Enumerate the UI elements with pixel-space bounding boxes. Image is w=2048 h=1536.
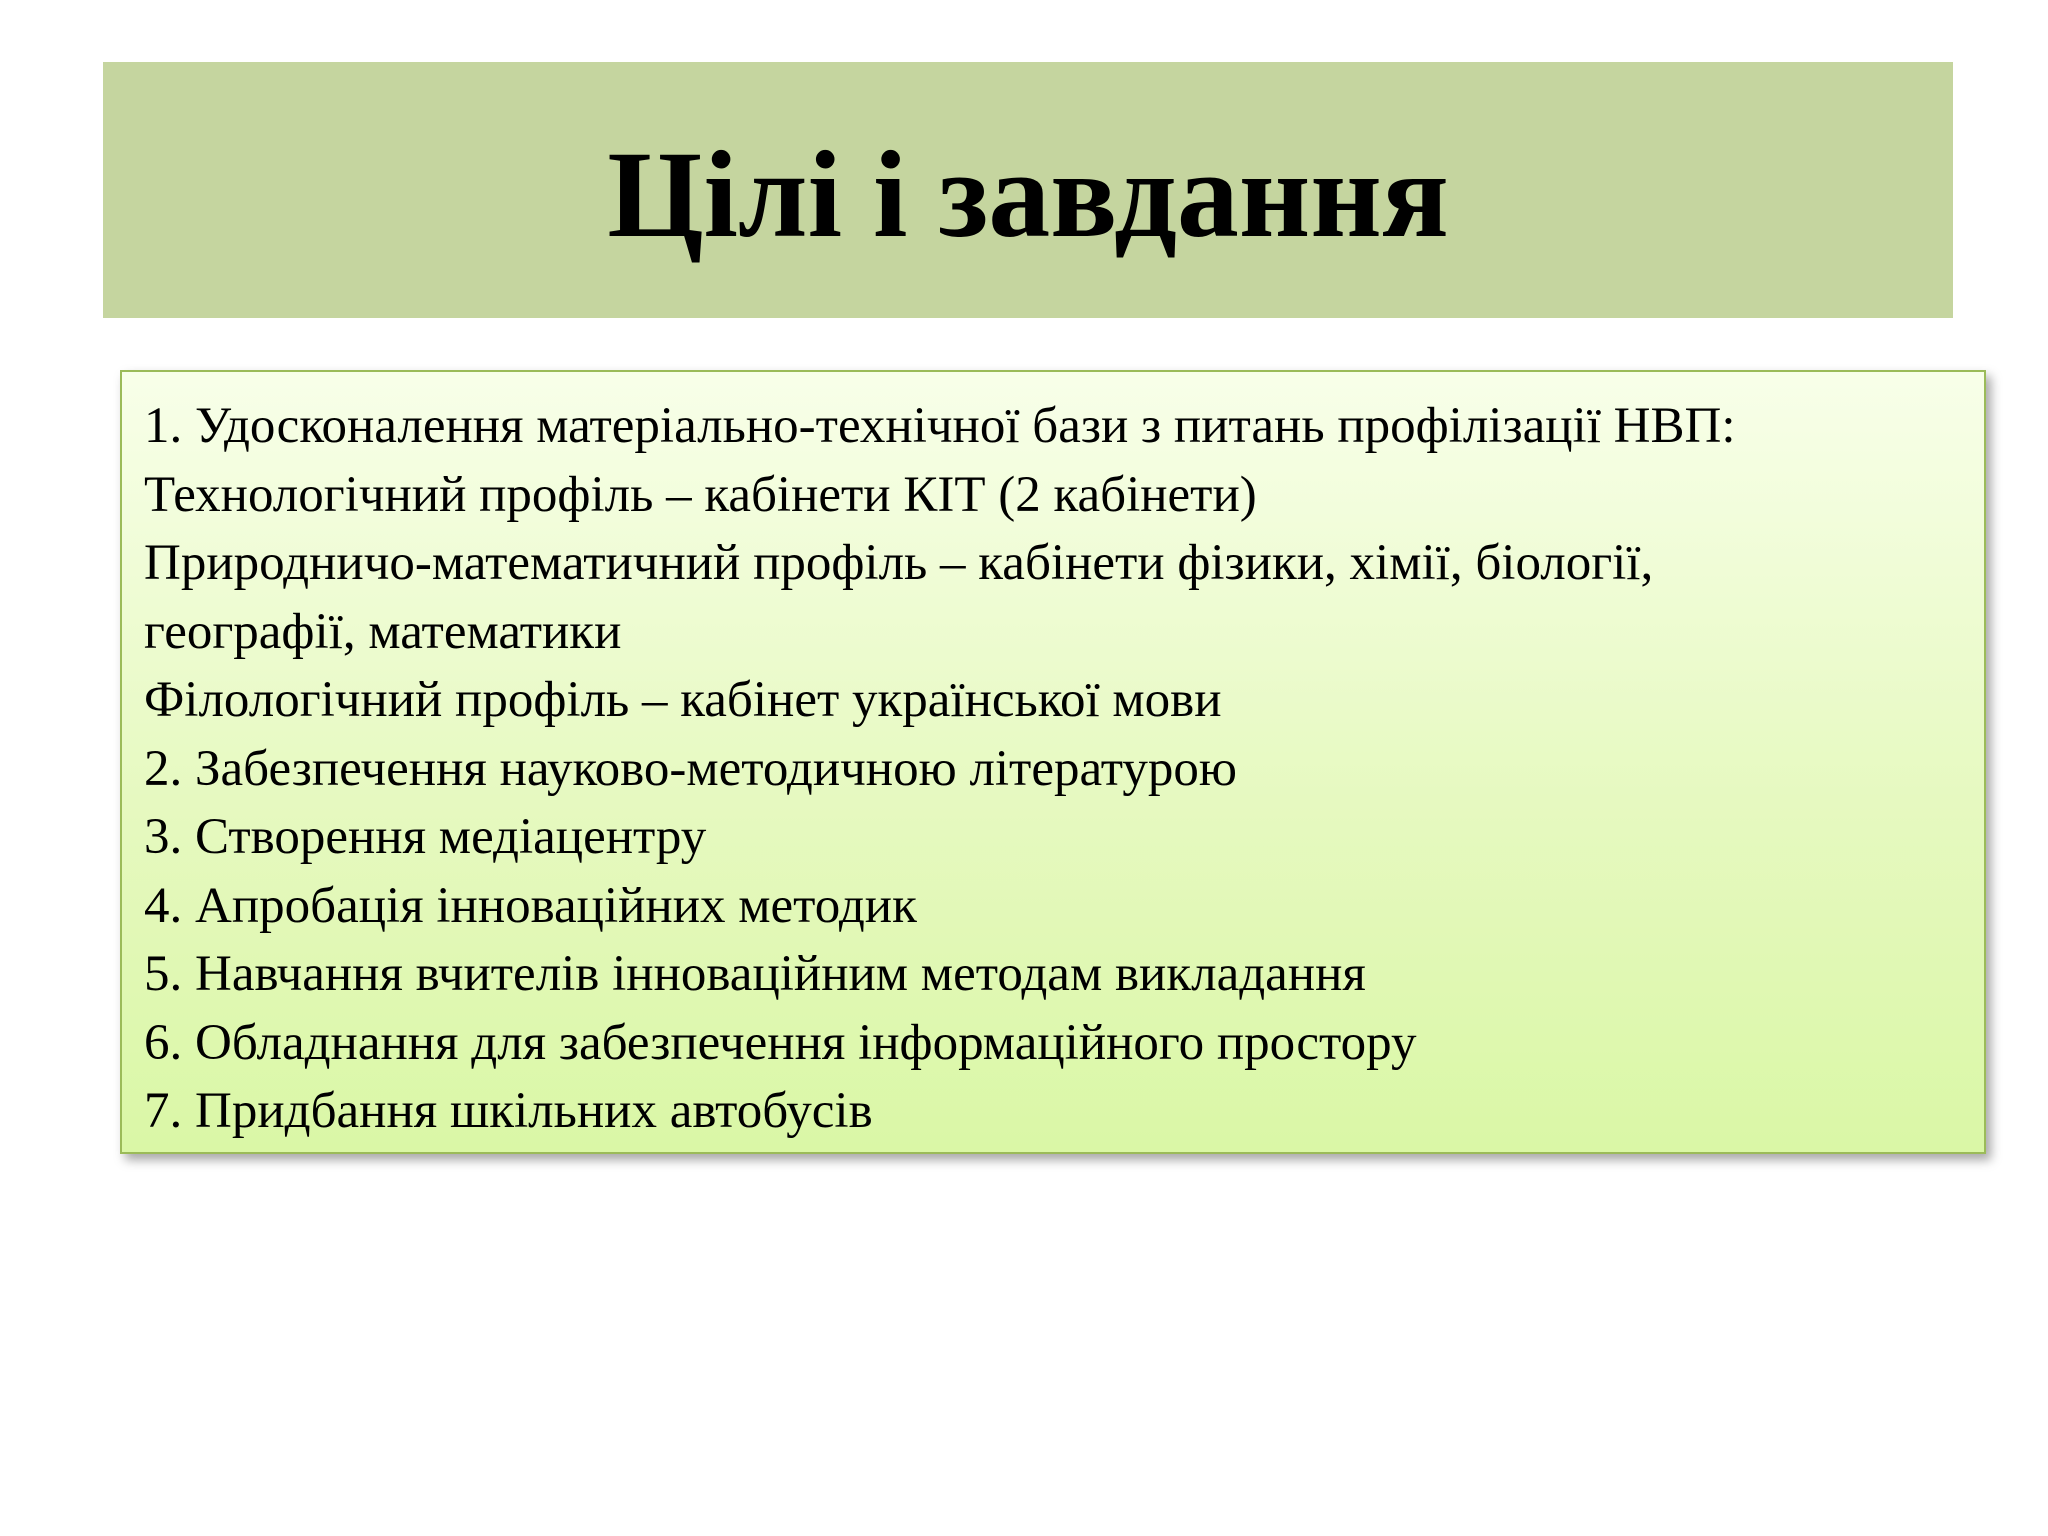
slide-title: Цілі і завдання	[607, 126, 1449, 263]
text-line: 4. Апробація інноваційних методик	[144, 877, 917, 934]
text-line: 7. Придбання шкільних автобусів	[144, 1083, 873, 1139]
text-line: 3. Створення медіацентру	[144, 809, 707, 865]
text-line: Природничо-математичний профіль – кабінети фізики, хімії, біології,	[144, 535, 1654, 591]
text-line: 6. Обладнання для забезпечення інформаційного простору	[144, 1014, 1417, 1071]
text-line: 5. Навчання вчителів інноваційним методам викладання	[144, 946, 1366, 1002]
text-line: 2. Забезпечення науково-методичною літературою	[144, 740, 1238, 797]
text-line: географії, математики	[144, 603, 622, 660]
title-bar	[103, 62, 1953, 318]
text-line: Філологічний профіль – кабінет української мови	[144, 672, 1222, 728]
text-line: Технологічний профіль – кабінети КІТ (2 кабінети)	[144, 466, 1257, 523]
text-line: 1. Удосконалення матеріально-технічної бази з питань профілізації НВП:	[144, 398, 1736, 454]
content-box	[120, 370, 1986, 1154]
